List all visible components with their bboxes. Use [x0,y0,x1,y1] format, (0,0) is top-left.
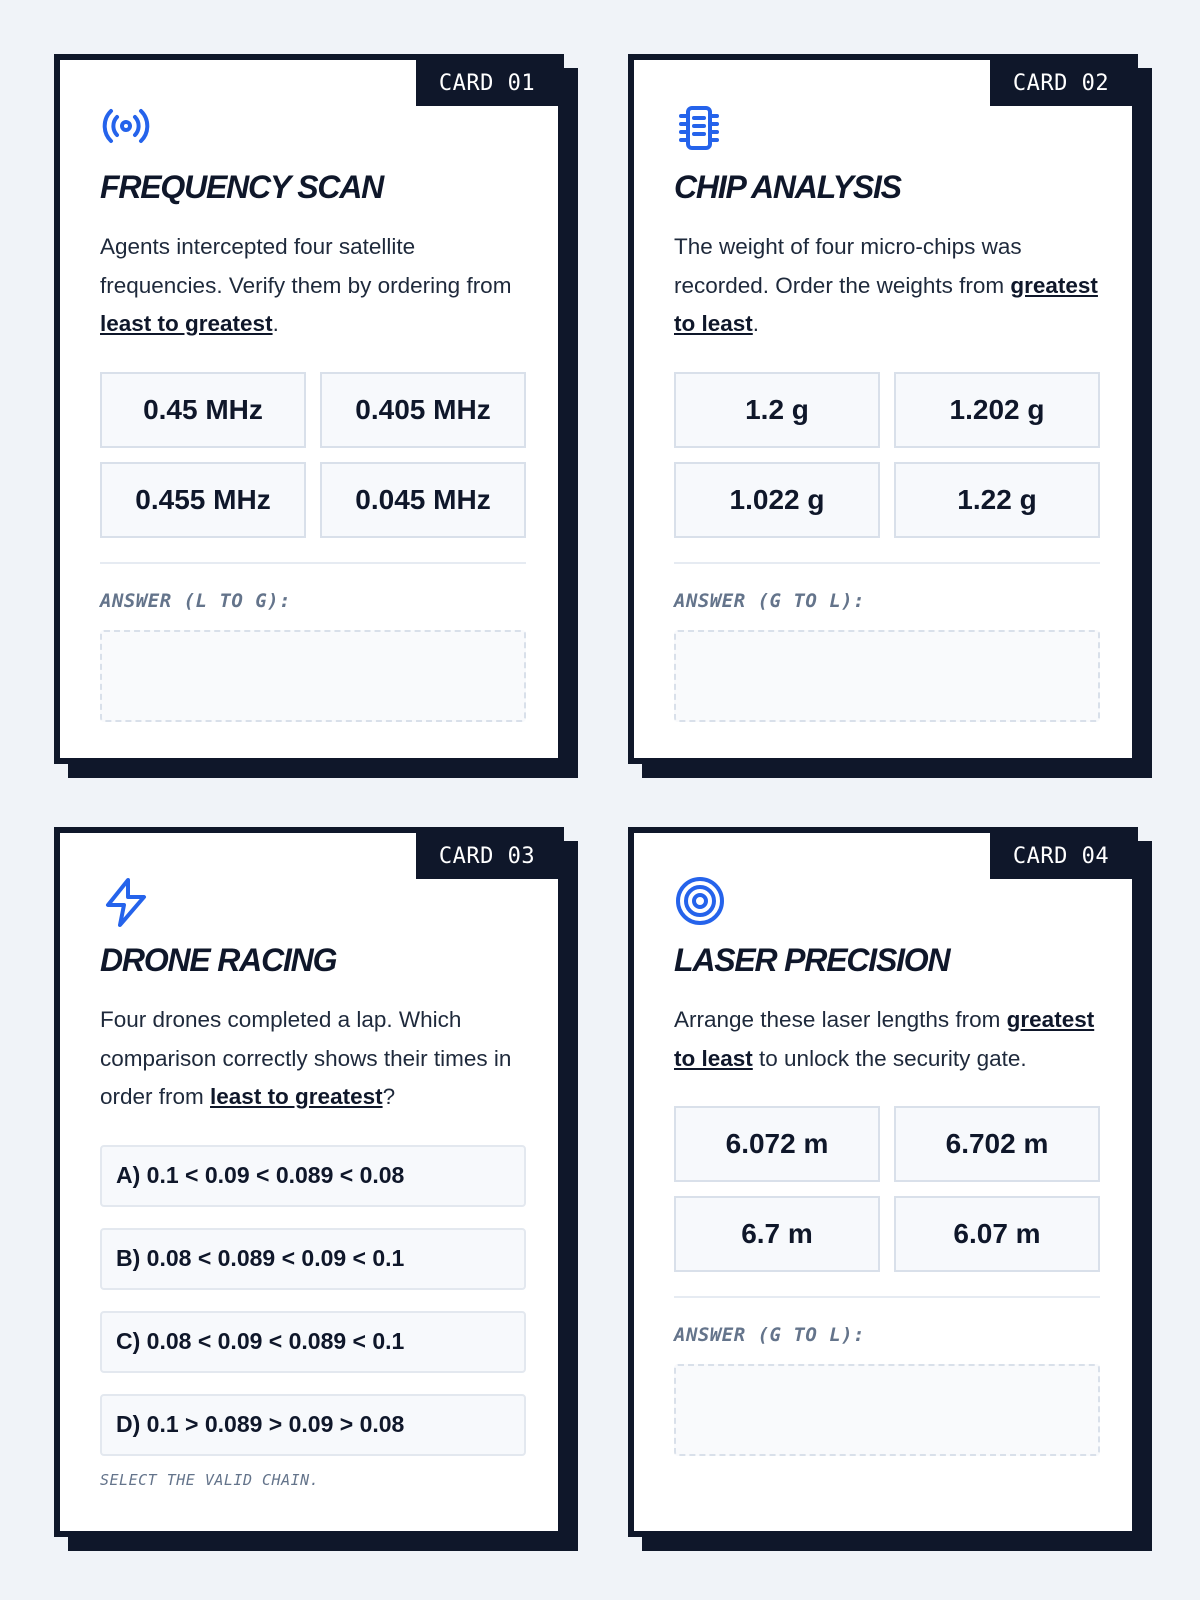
answer-input-box[interactable] [674,630,1100,722]
value-tile: 6.07 m [894,1196,1100,1272]
answer-label: ANSWER (G TO L): [674,1324,866,1346]
value-tile: 1.22 g [894,462,1100,538]
card-chip-analysis [628,54,1138,764]
card-number-badge: CARD 01 [416,60,558,106]
card-description: The weight of four micro-chips was recorded. Order the weights from greatest to least. [674,234,1098,336]
value-tile: 1.202 g [894,372,1100,448]
answer-input-box[interactable] [674,1364,1100,1456]
card-number-badge: CARD 03 [416,833,558,879]
value-tile: 0.045 MHz [320,462,526,538]
divider [674,1296,1100,1298]
target-icon [674,875,730,931]
card-title: LASER PRECISION [674,942,950,978]
value-tile: 1.022 g [674,462,880,538]
order-direction: greatest to least [674,1007,1095,1071]
option-b[interactable]: B) 0.08 < 0.089 < 0.09 < 0.1 [100,1228,526,1290]
lightning-icon [100,875,156,931]
value-grid [674,372,1100,538]
card-description: Agents intercepted four satellite frequencies. Verify them by ordering from least to greatest. [100,234,512,336]
order-direction: greatest to least [674,272,1098,336]
card-number-badge: CARD 04 [990,833,1132,879]
order-direction: least to greatest [100,311,273,336]
answer-label: ANSWER (L TO G): [100,589,292,612]
card-description: Four drones completed a lap. Which comparison correctly shows their times in order from least to greatest? [100,1007,512,1109]
value-grid [100,372,526,538]
order-direction: least to greatest [210,1084,383,1109]
value-tile: 6.702 m [894,1106,1100,1182]
divider [100,562,526,564]
card-title: CHIP ANALYSIS [674,169,901,205]
card-drone-racing [54,827,564,1537]
card-frequency-scan [54,54,564,764]
value-tile: 1.2 g [674,372,880,448]
value-tile: 0.405 MHz [320,372,526,448]
instruction-hint: SELECT THE VALID CHAIN. [100,1470,320,1489]
chip-icon [674,102,730,158]
card-title: DRONE RACING [100,942,337,978]
option-c[interactable]: C) 0.08 < 0.09 < 0.089 < 0.1 [100,1311,526,1373]
value-tile: 6.072 m [674,1106,880,1182]
answer-label: ANSWER (G TO L): [674,589,866,612]
card-title: FREQUENCY SCAN [100,169,384,205]
option-a[interactable]: A) 0.1 < 0.09 < 0.089 < 0.08 [100,1145,526,1207]
value-tile: 0.45 MHz [100,372,306,448]
divider [674,562,1100,564]
card-laser-precision [628,827,1138,1537]
card-number-badge: CARD 02 [990,60,1132,106]
answer-options [100,1145,526,1456]
value-grid [674,1106,1100,1272]
value-tile: 0.455 MHz [100,462,306,538]
card-description: Arrange these laser lengths from greatest to least to unlock the security gate. [674,1007,1095,1071]
option-d[interactable]: D) 0.1 > 0.089 > 0.09 > 0.08 [100,1394,526,1456]
answer-input-box[interactable] [100,630,526,722]
broadcast-icon [100,102,156,158]
value-tile: 6.7 m [674,1196,880,1272]
